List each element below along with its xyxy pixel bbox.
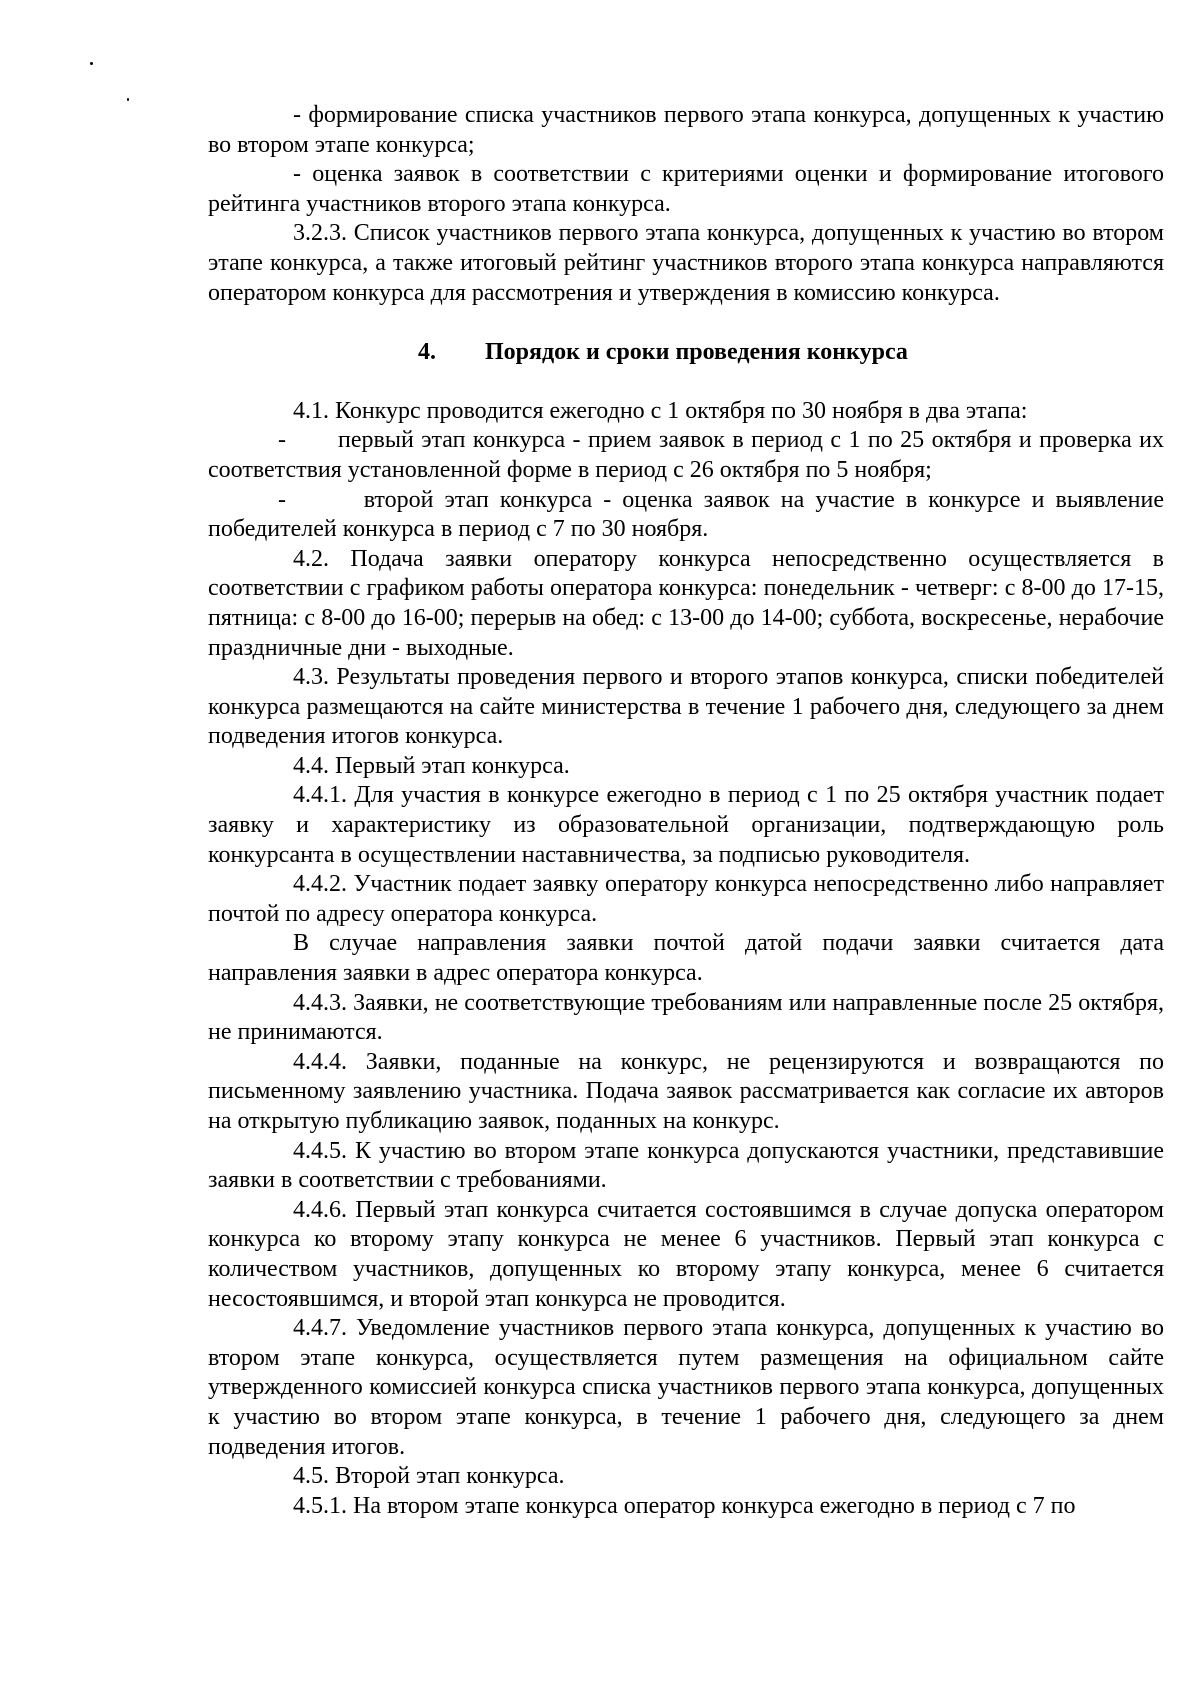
paragraph: 4.3. Результаты проведения первого и второго этапов конкурса, списки победителей конкурса размещаются на сайте министерства в течение 1 рабочего дня, следующего за днем подведения итогов конкурса.	[208, 664, 1164, 750]
list-item: - второй этап конкурса - оценка заявок на участие в конкурсе и выявление победителей конкурса в период с 7 по 30 ноября.	[208, 486, 1170, 543]
section-number: 4.	[418, 339, 436, 366]
paragraph: 4.4.6. Первый этап конкурса считается состоявшимся в случае допуска оператором конкурса ко второму этапу конкурса не менее 6 участников. Первый этап конкурса с количеством участников, допущенных ко второму этапу конкурса, менее 6 считается несостоявшимся, и второй этап конкурса не проводится.	[208, 1196, 1164, 1312]
paragraph: 4.2. Подача заявки оператору конкурса непосредственно осуществляется в соответствии с графиком работы оператора конкурса: понедельник - четверг: с 8-00 до 17-15, пятница: с 8-00 до 16-00; перерыв на обед: с 13-00 до 14-00; суббота, воскресенье, нерабочие праздничные дни - выходные.	[208, 545, 1164, 661]
paragraph: 4.4. Первый этап конкурса.	[293, 752, 570, 779]
scan-speck	[127, 98, 129, 101]
paragraph: 4.4.1. Для участия в конкурсе ежегодно в период с 1 по 25 октября участник подает заявку и характеристику из образовательной организации, подтверждающую роль конкурсанта в осуществлении наставничества, за подписью руководителя.	[208, 782, 1164, 868]
section-title: Порядок и сроки проведения конкурса	[485, 339, 908, 366]
paragraph: 4.5.1. На втором этапе конкурса оператор конкурса ежегодно в период с 7 по	[293, 1492, 1076, 1519]
document-text	[208, 101, 1170, 1521]
paragraph: 4.4.5. К участию во втором этапе конкурса допускаются участники, представившие заявки в соответствии с требованиями.	[208, 1137, 1164, 1194]
paragraph: 3.2.3. Список участников первого этапа конкурса, допущенных к участию во втором этапе конкурса, а также итоговый рейтинг участников второго этапа конкурса направляются оператором конкурса для рассмотрения и утверждения в комиссию конкурса.	[208, 220, 1164, 306]
paragraph: - формирование списка участников первого этапа конкурса, допущенных к участию во втором этапе конкурса;	[208, 102, 1164, 158]
paragraph: 4.4.2. Участник подает заявку оператору конкурса непосредственно либо направляет почтой по адресу оператора конкурса.	[208, 871, 1164, 927]
paragraph: - оценка заявок в соответствии с критериями оценки и формирование итогового рейтинга участников второго этапа конкурса.	[208, 161, 1164, 217]
paragraph: 4.1. Конкурс проводится ежегодно с 1 октября по 30 ноября в два этапа:	[293, 397, 1028, 424]
paragraph: 4.5. Второй этап конкурса.	[293, 1463, 565, 1490]
section-heading	[208, 338, 1164, 368]
scan-speck	[90, 62, 93, 65]
paragraph: В случае направления заявки почтой датой подачи заявки считается дата направления заявки в адрес оператора конкурса.	[208, 930, 1164, 987]
paragraph: 4.4.4. Заявки, поданные на конкурс, не рецензируются и возвращаются по письменному заявлению участника. Подача заявок рассматривается как согласие их авторов на открытую публикацию заявок, поданных на конкурс.	[208, 1048, 1164, 1134]
paragraph: 4.4.7. Уведомление участников первого этапа конкурса, допущенных к участию во втором этапе конкурса, осуществляется путем размещения на официальном сайте утвержденного комиссией конкурса списка участников первого этапа конкурса, допущенных к участию во втором этапе конкурса, в течение 1 рабочего дня, следующего за днем подведения итогов.	[208, 1315, 1164, 1460]
paragraph: 4.4.3. Заявки, не соответствующие требованиям или направленные после 25 октября, не принимаются.	[208, 989, 1164, 1046]
list-item: - первый этап конкурса - прием заявок в период с 1 по 25 октября и проверка их соответствия установленной форме в период с 26 октября по 5 ноября;	[208, 427, 1170, 483]
